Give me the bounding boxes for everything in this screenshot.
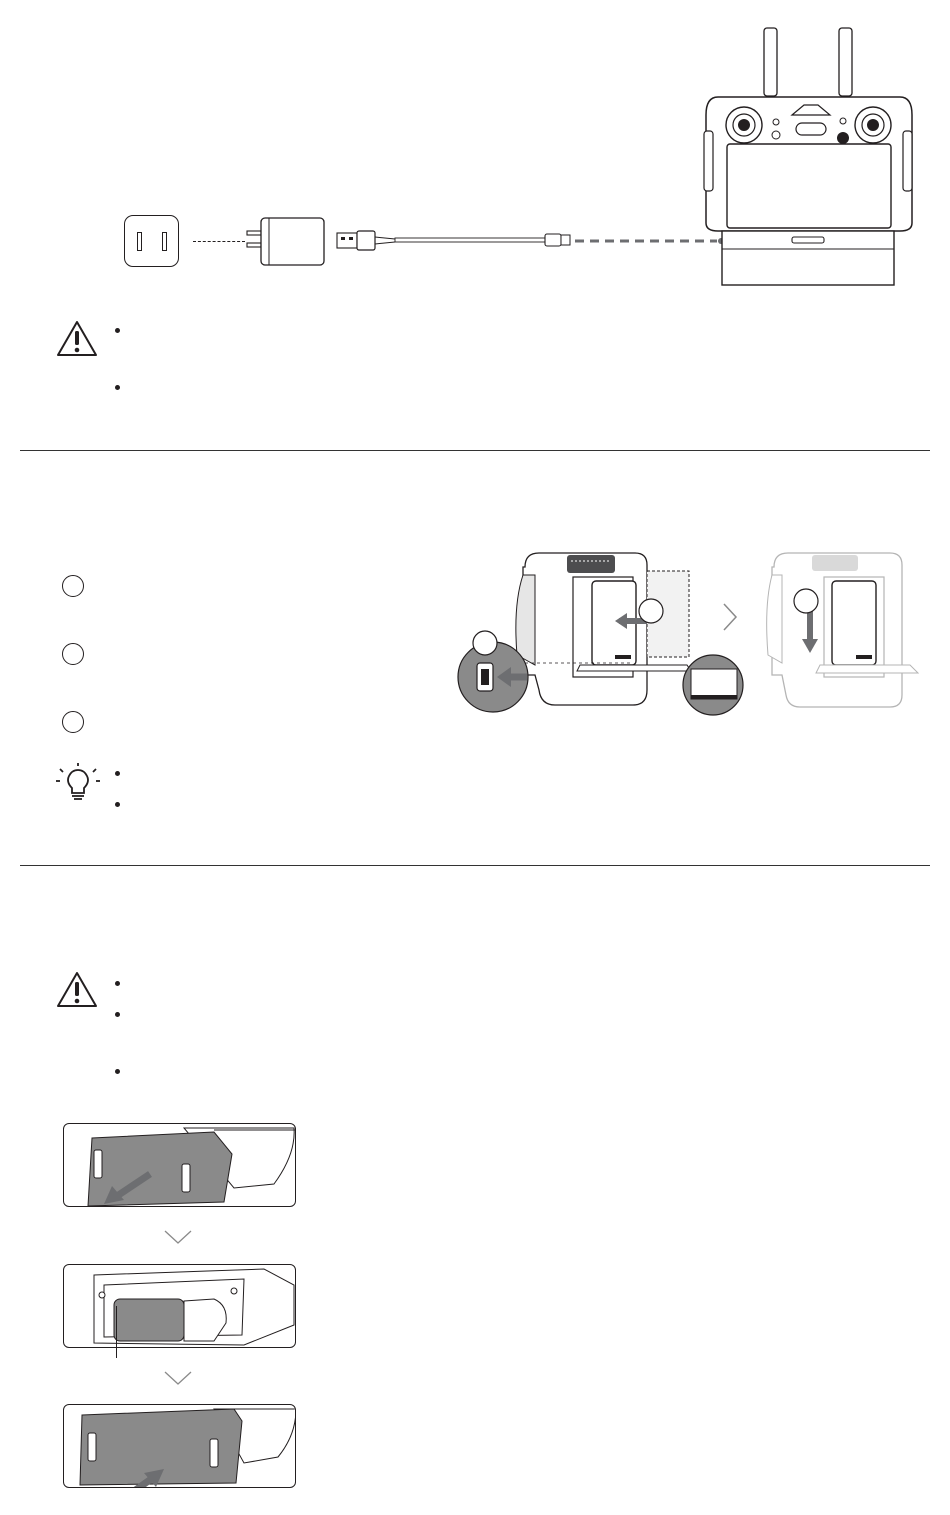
usb-charger-and-cable-illustration	[245, 210, 725, 270]
section-divider	[20, 450, 930, 451]
warning-bullet	[115, 1012, 120, 1017]
chevron-right-icon	[722, 602, 738, 632]
battery-insert-illustration	[455, 545, 745, 715]
wall-outlet-illustration	[124, 215, 179, 267]
battery-installed-illustration	[760, 545, 930, 715]
step-number-circle	[62, 575, 84, 597]
cover-remove-panel	[63, 1123, 296, 1207]
tip-bullet	[115, 802, 120, 807]
remote-controller-illustration	[700, 25, 920, 287]
warning-bullet	[115, 328, 120, 333]
step-number-circle	[62, 711, 84, 733]
warning-bullet	[115, 1069, 120, 1074]
chevron-down-icon	[163, 1370, 193, 1386]
lightbulb-icon	[58, 766, 98, 804]
warning-triangle-icon	[56, 320, 98, 358]
warning-bullet	[115, 981, 120, 986]
battery-compartment-panel	[63, 1264, 296, 1348]
step-number-circle	[62, 643, 84, 665]
warning-bullet	[115, 385, 120, 390]
tip-bullet	[115, 771, 120, 776]
outlet-connection-dashed-line	[193, 241, 245, 242]
warning-triangle-icon	[56, 971, 98, 1009]
chevron-down-icon	[163, 1229, 193, 1245]
section-divider	[20, 865, 930, 866]
callout-leader-line	[116, 1306, 117, 1358]
cover-attach-panel	[63, 1404, 296, 1488]
